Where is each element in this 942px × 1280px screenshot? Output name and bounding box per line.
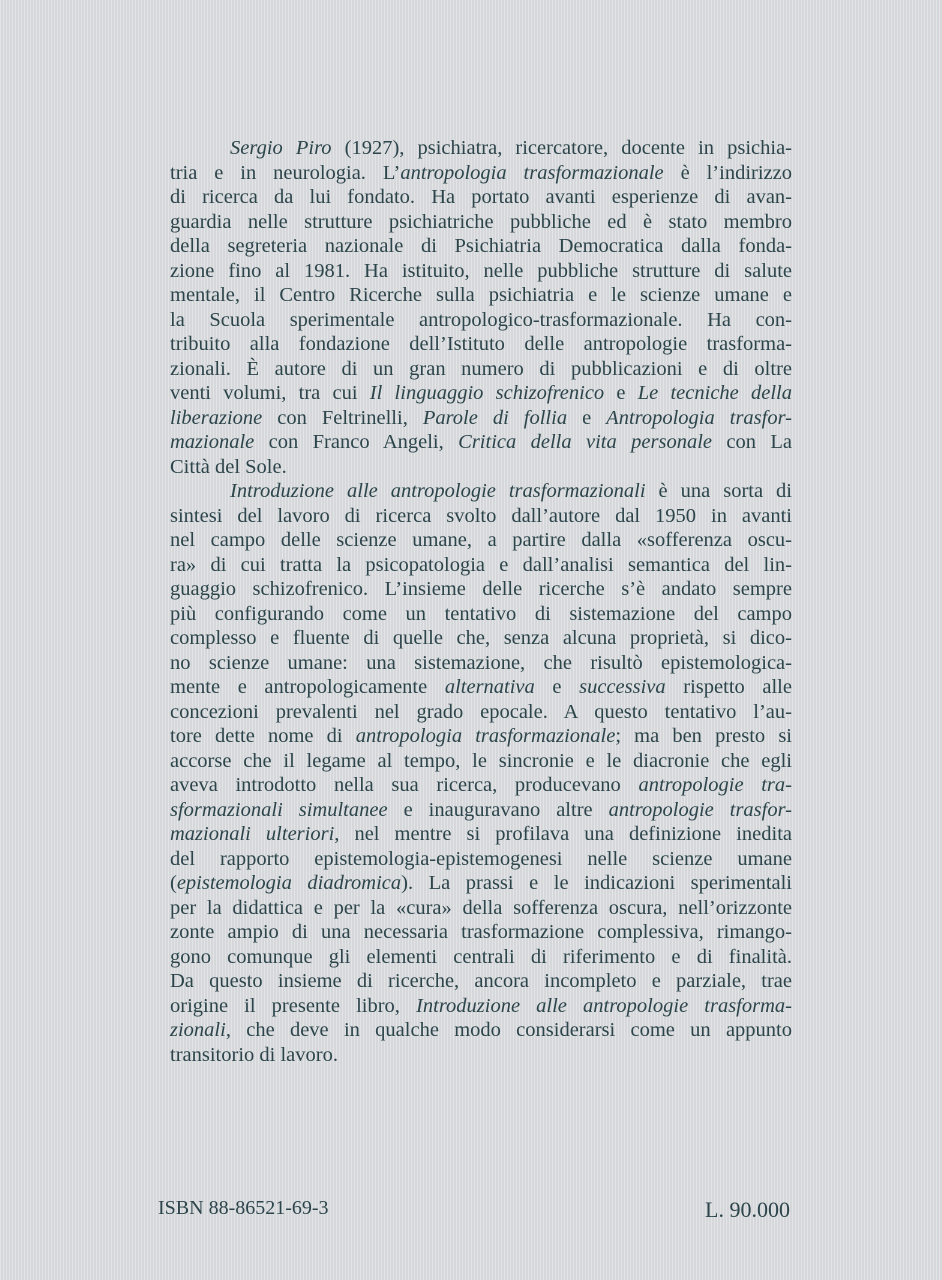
- text: zione fino al 1981. Ha istituito, nelle pubbliche strutture di salute: [170, 259, 792, 282]
- text: e inauguravano altre: [387, 798, 609, 821]
- text-line: [170, 528, 792, 553]
- text: con Franco Angeli,: [254, 431, 459, 453]
- price: L. 90.000: [705, 1197, 790, 1222]
- text: della segreteria nazionale di Psichiatria Democratica dalla fonda-: [170, 235, 792, 257]
- text-line: [170, 896, 792, 921]
- text: no scienze umane: una sistemazione, che risultò epistemologica-: [170, 651, 792, 674]
- isbn: ISBN 88-86521-69-3: [158, 1197, 329, 1219]
- italic-text: Critica della vita personale: [458, 431, 712, 453]
- text: transitorio di lavoro.: [170, 1043, 338, 1066]
- text-line: [170, 332, 792, 357]
- text-line: [170, 185, 792, 210]
- text-line: [170, 357, 792, 382]
- text: ra» di cui tratta la psicopatologia e dall’analisi semantica del lin-: [170, 553, 792, 576]
- text-line: [170, 430, 792, 455]
- text: gono comunque gli elementi centrali di riferimento e di finalità.: [170, 945, 792, 968]
- text-line: [170, 773, 792, 798]
- italic-text: zionali: [170, 1019, 226, 1041]
- italic-text: antropologie tra-: [638, 774, 792, 796]
- text: , che deve in qualche modo considerarsi come un appunto: [225, 1019, 792, 1041]
- text: è una sorta di: [645, 480, 792, 502]
- italic-text: Le tecniche della: [637, 382, 792, 404]
- author-bio: [170, 136, 792, 479]
- italic-text: antropologia trasformazionale: [400, 161, 664, 184]
- text: sintesi del lavoro di ricerca svolto dall’autore dal 1950 in avanti: [170, 504, 792, 527]
- text-line: [170, 234, 792, 259]
- text: e: [534, 676, 580, 698]
- text: più configurando come un tentativo di sistemazione del campo: [170, 602, 792, 625]
- text-line: [170, 602, 792, 627]
- text: tribuito alla fondazione dell’Istituto delle antropologie trasforma-: [170, 333, 792, 355]
- italic-text: antropologia trasformazionale: [355, 725, 616, 747]
- text-line: [170, 504, 792, 529]
- text: Da questo insieme di ricerche, ancora incompleto e parziale, trae: [170, 970, 792, 992]
- italic-text: liberazione: [170, 406, 263, 429]
- italic-text: Introduzione alle antropologie trasformazionali: [230, 480, 646, 502]
- italic-text: Sergio Piro: [230, 137, 332, 159]
- text: zionali. È autore di un gran numero di pubblicazioni e di oltre: [170, 357, 792, 380]
- text: (: [170, 872, 177, 894]
- text-line: [170, 822, 792, 847]
- text: origine il presente libro,: [170, 994, 417, 1017]
- text: aveva introdotto nella sua ricerca, producevano: [170, 774, 639, 796]
- text: e: [604, 382, 638, 404]
- text: Città del Sole.: [170, 455, 287, 478]
- text-line: [170, 308, 792, 333]
- text-line: [170, 259, 792, 284]
- text: del rapporto epistemologia-epistemogenesi nelle scienze umane: [170, 847, 792, 870]
- italic-text: Antropologia trasfor-: [606, 406, 792, 429]
- text: accorse che il legame al tempo, le sincronie e le diacronie che egli: [170, 749, 792, 772]
- text: tore dette nome di: [170, 725, 356, 747]
- italic-text: mazionale: [170, 431, 255, 453]
- text: la Scuola sperimentale antropologico-trasformazionale. Ha con-: [170, 308, 792, 331]
- text: ; ma ben presto si: [615, 725, 792, 747]
- text: è l’indirizzo: [663, 161, 792, 184]
- text: , nel mentre si profilava una definizione inedita: [334, 823, 792, 845]
- text-line: [170, 283, 792, 308]
- text-line: [170, 1018, 792, 1043]
- text-line: [170, 161, 792, 186]
- text: di ricerca da lui fondato. Ha portato avanti esperienze di avan-: [170, 186, 792, 208]
- text-line: [170, 969, 792, 994]
- italic-text: Introduzione alle antropologie trasforma-: [416, 994, 792, 1017]
- text: nel campo delle scienze umane, a partire dalla «sofferenza oscu-: [170, 529, 792, 551]
- text-line: [170, 651, 792, 676]
- text-line: [170, 994, 792, 1019]
- text: con La: [711, 431, 792, 453]
- italic-text: alternativa: [444, 676, 535, 698]
- text-line: [170, 626, 792, 651]
- text-line: [170, 381, 792, 406]
- italic-text: antropologie trasfor-: [608, 798, 792, 821]
- text-line: [170, 136, 792, 161]
- italic-text: epistemologia diadromica: [176, 872, 402, 894]
- text: concezioni prevalenti nel grado epocale. A questo tentativo l’au-: [170, 700, 792, 723]
- text: con Feltrinelli,: [262, 406, 423, 429]
- text: venti volumi, tra cui: [170, 382, 370, 404]
- text: ). La prassi e le indicazioni sperimentali: [401, 872, 793, 894]
- text: guardia nelle strutture psichiatriche pubbliche ed è stato membro: [170, 210, 792, 233]
- text-line: [170, 749, 792, 774]
- text: guaggio schizofrenico. L’insieme delle ricerche s’è andato sempre: [170, 578, 792, 600]
- text-line: [170, 871, 792, 896]
- text: tria e in neurologia. L’: [170, 161, 401, 184]
- text: mentale, il Centro Ricerche sulla psichiatria e le scienze umane e: [170, 284, 792, 306]
- text: complesso e fluente di quelle che, senza alcuna proprietà, si dico-: [170, 627, 792, 649]
- italic-text: successiva: [579, 676, 666, 698]
- italic-text: sformazionali simultanee: [170, 798, 388, 821]
- italic-text: Il linguaggio schizofrenico: [369, 382, 605, 404]
- text-line: [170, 945, 792, 970]
- text: zonte ampio di una necessaria trasformazione complessiva, rimango-: [170, 921, 792, 943]
- text-line: [170, 920, 792, 945]
- text-line: [170, 798, 792, 823]
- text-line: [170, 675, 792, 700]
- italic-text: Parole di follia: [422, 406, 568, 429]
- text-line: [170, 455, 792, 480]
- text: rispetto alle: [665, 676, 792, 698]
- text-line: [170, 210, 792, 235]
- text-line: [170, 724, 792, 749]
- text-line: [170, 553, 792, 578]
- text: (1927), psichiatra, ricercatore, docente in psichia-: [331, 137, 792, 159]
- text-line: [170, 847, 792, 872]
- text-line: [170, 479, 792, 504]
- text-line: [170, 700, 792, 725]
- text: per la didattica e per la «cura» della sofferenza oscura, nell’orizzonte: [170, 896, 792, 919]
- text: e: [567, 406, 607, 429]
- italic-text: mazionali ulteriori: [170, 823, 335, 845]
- text-line: [170, 406, 792, 431]
- text-line: [170, 1043, 792, 1068]
- book-description: [170, 479, 792, 1067]
- text: mente e antropologicamente: [170, 676, 445, 698]
- text-line: [170, 577, 792, 602]
